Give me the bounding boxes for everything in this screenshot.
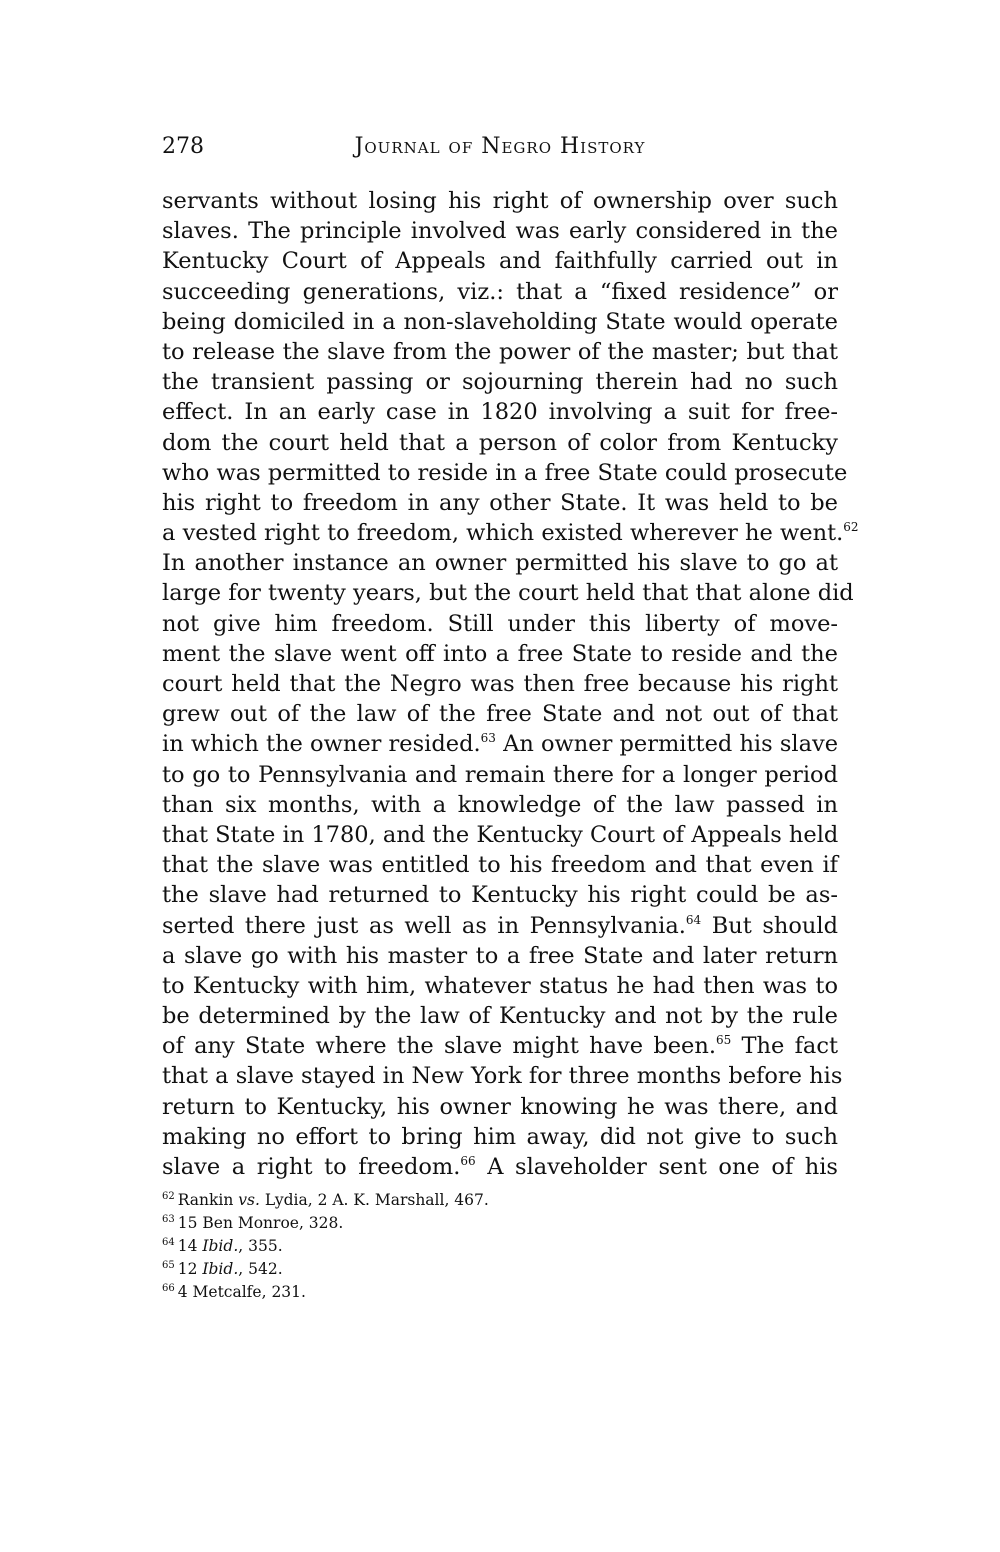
text-line [162, 186, 838, 216]
line-text: be determined by the law of Kentucky and not by the rule [162, 1003, 838, 1030]
text-line [162, 1092, 838, 1122]
line-text: that a slave stayed in New York for three months before his [162, 1063, 843, 1090]
footnote [162, 1212, 489, 1235]
text-line [162, 518, 859, 548]
text-line [162, 367, 838, 397]
line-text: Kentucky Court of Appeals and faithfully carried out in [162, 248, 838, 275]
footnote-reference: 65 [716, 1033, 732, 1048]
line-text: effect. In an early case in 1820 involving a suit for free- [162, 399, 838, 426]
text-line [162, 609, 838, 639]
text-line [162, 428, 838, 458]
footnote [162, 1235, 489, 1258]
line-text: The fact [731, 1033, 838, 1060]
line-text: in which the owner resided. [162, 731, 481, 758]
footnote-text: 15 Ben Monroe, 328. [177, 1214, 344, 1232]
footnote-number: 64 [162, 1237, 175, 1248]
text-line [162, 277, 838, 307]
text-line [162, 1031, 838, 1061]
body-text [162, 186, 859, 1182]
line-text: that State in 1780, and the Kentucky Court of Appeals held [162, 821, 839, 848]
text-line [162, 820, 838, 850]
footnote-text: , 355. [238, 1237, 283, 1255]
text-line [162, 639, 838, 669]
text-line [162, 760, 838, 790]
footnote-text: 4 Metcalfe, 231. [177, 1283, 306, 1301]
text-line [162, 578, 854, 608]
footnote-italic: Ibid. [202, 1237, 239, 1255]
line-text: to go to Pennsylvania and remain there for a longer period [162, 761, 838, 788]
line-text: of any State where the slave might have been. [162, 1033, 716, 1060]
footnote [162, 1258, 489, 1281]
text-line [162, 880, 838, 910]
footnote-italic: Ibid. [202, 1260, 239, 1278]
footnote-number: 62 [162, 1191, 175, 1202]
footnote-text: 12 [177, 1260, 203, 1278]
footnote-text: Lydia, 2 A. K. Marshall, 467. [259, 1191, 489, 1209]
footnote-reference: 64 [685, 912, 702, 927]
line-text: to release the slave from the power of the master; but that [162, 338, 838, 365]
footnote-text: 14 [177, 1237, 203, 1255]
line-text: the transient passing or sojourning therein had no such [162, 369, 838, 396]
text-line [162, 548, 838, 578]
text-line [162, 941, 838, 971]
text-line [162, 790, 838, 820]
text-line [162, 488, 838, 518]
line-text: to Kentucky with him, whatever status he had then was to [162, 972, 838, 999]
line-text: In another instance an owner permitted his slave to go at [162, 550, 838, 577]
text-line [162, 1001, 838, 1031]
footnote-reference: 66 [460, 1154, 476, 1168]
text-line [162, 971, 838, 1001]
page-number: 278 [162, 134, 204, 159]
line-text: grew out of the law of the free State and not out of that [162, 701, 838, 728]
line-text: succeeding generations, viz.: that a “fixed residence” or [162, 278, 838, 305]
line-text: who was permitted to reside in a free State could prosecute [162, 459, 848, 486]
text-line [162, 1061, 843, 1091]
line-text: large for twenty years, but the court held that that alone did [162, 580, 854, 607]
line-text: the slave had returned to Kentucky his right could be as- [162, 882, 838, 909]
line-text: that the slave was entitled to his freedom and that even if [162, 852, 838, 879]
line-text: servants without losing his right of ownership over such [162, 188, 838, 214]
footnote-number: 63 [162, 1214, 175, 1225]
line-text: his right to freedom in any other State. It was held to be [162, 489, 838, 516]
text-line [162, 911, 838, 941]
page-header [162, 134, 838, 164]
line-text: making no effort to bring him away, did not give to such [162, 1123, 838, 1150]
line-text: An owner permitted his slave [495, 731, 839, 758]
running-title: Journal of Negro History [354, 134, 646, 159]
line-text: ment the slave went off into a free State to reside and the [162, 640, 838, 667]
footnote [162, 1189, 489, 1212]
footnotes [162, 1189, 489, 1304]
text-line [162, 669, 838, 699]
footnote [162, 1281, 489, 1304]
line-text: slave a right to freedom. [162, 1154, 461, 1180]
footnote-number: 65 [162, 1260, 175, 1271]
text-line [162, 337, 838, 367]
text-line [162, 216, 838, 246]
text-line [162, 307, 838, 337]
line-text: than six months, with a knowledge of the law passed in [162, 791, 838, 818]
line-text: But should [701, 912, 838, 939]
footnote-number: 66 [162, 1283, 175, 1294]
footnote-reference: 63 [480, 731, 496, 746]
line-text: dom the court held that a person of color from Kentucky [162, 429, 838, 456]
line-text: a slave go with his master to a free State and later return [162, 942, 838, 969]
line-text: return to Kentucky, his owner knowing he was there, and [162, 1093, 838, 1120]
line-text: a vested right to freedom, which existed wherever he went. [162, 520, 844, 547]
text-line [162, 1152, 838, 1182]
text-line [162, 729, 838, 759]
line-text: serted there just as well as in Pennsylvania. [162, 912, 686, 939]
line-text: not give him freedom. Still under this liberty of move- [162, 610, 838, 637]
text-line [162, 458, 848, 488]
line-text: slaves. The principle involved was early considered in the [162, 218, 838, 245]
footnote-text: Rankin [177, 1191, 239, 1209]
text-line [162, 246, 838, 276]
footnote-italic: vs. [238, 1191, 260, 1209]
footnote-reference: 62 [843, 520, 859, 535]
text-line [162, 850, 838, 880]
line-text: court held that the Negro was then free because his right [162, 671, 838, 697]
footnote-text: , 542. [238, 1260, 283, 1278]
text-line [162, 699, 838, 729]
line-text: being domiciled in a non-slaveholding State would operate [162, 308, 838, 335]
text-line [162, 1122, 838, 1152]
line-text: A slaveholder sent one of his [475, 1154, 838, 1180]
text-line [162, 397, 838, 427]
